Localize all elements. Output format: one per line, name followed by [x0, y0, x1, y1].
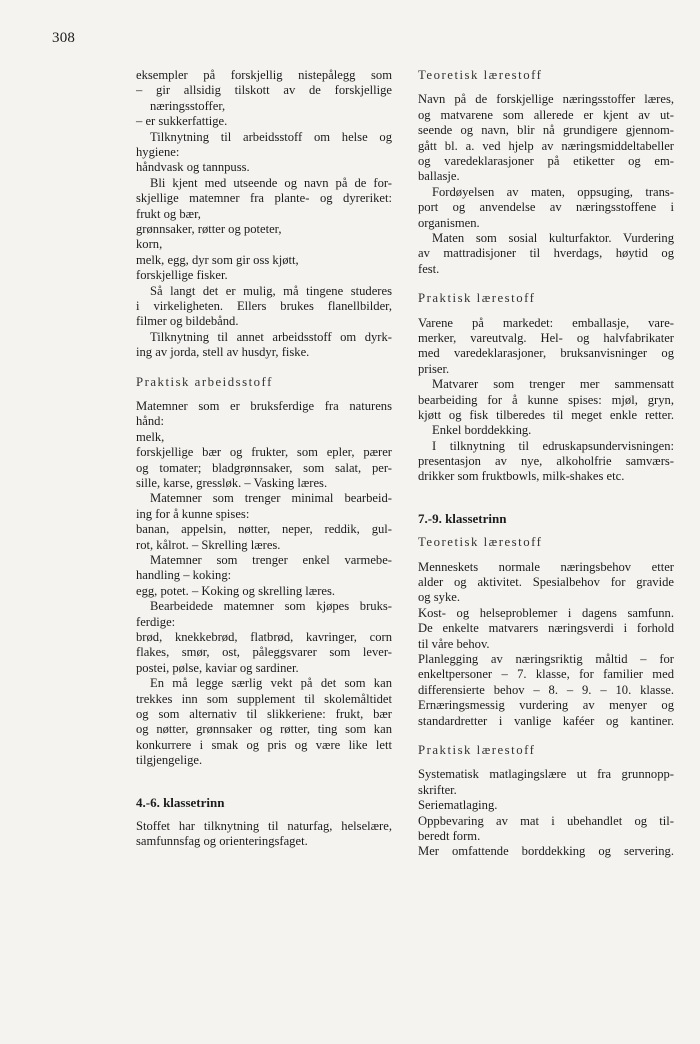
text-line: Matemner som trenger enkel varmebe-: [150, 552, 392, 567]
text-line: forskjellige fisker.: [136, 268, 228, 283]
text-line: Bearbeidede matemner som kjøpes bruks-: [150, 599, 392, 614]
section-heading: Teoretisk lærestoff: [418, 68, 543, 82]
text-line: trekkes inn som supplement til skolemåltidet: [136, 691, 392, 706]
text-line: hånd:: [136, 414, 164, 429]
text-line: forskjellige bær og frukter, som epler, pærer: [136, 445, 392, 460]
text-line: i virkeligheten. Ellers brukes flanellbilder,: [136, 299, 392, 313]
text-line: ing av jorda, stell av husdyr, fiske.: [136, 345, 310, 360]
text-line: korn,: [136, 237, 163, 252]
text-line: postei, pølse, kaviar og sardiner.: [136, 660, 299, 675]
text-line: og varedeklarasjoner på etiketter og em-: [418, 153, 674, 168]
text-line: ing for å kunne spises:: [136, 506, 250, 521]
grade-heading: 4.-6. klassetrinn: [136, 794, 225, 810]
text-line: Seriematlaging.: [418, 798, 498, 813]
text-line: grønnsaker, røtter og poteter,: [136, 221, 282, 236]
text-line: Navn på de forskjellige næringsstoffer læres,: [418, 92, 674, 107]
text-line: enkeltpersoner – 7. klasse, for familier med: [418, 667, 674, 682]
text-line: Maten som sosial kulturfaktor. Vurdering: [432, 230, 674, 245]
text-line: De enkelte matvarers næringsverdi i forhold: [418, 621, 674, 636]
text-line: I tilknytning til edruskapsundervisningen:: [432, 438, 674, 453]
text-line: Stoffet har tilknytning til naturfag, helselære,: [136, 818, 392, 833]
text-line: samfunnsfag og orienteringsfaget.: [136, 834, 308, 849]
text-line: håndvask og tannpuss.: [136, 160, 250, 175]
section-heading: Praktisk arbeidsstoff: [136, 374, 273, 389]
text-line: Matemner som trenger minimal bearbeid-: [150, 491, 392, 506]
text-line: alder og aktivitet. Spesialbehov for gravide: [418, 575, 674, 590]
text-line: og syke.: [418, 590, 460, 605]
text-line: konkurrere i smak og pris og være like lett: [136, 737, 392, 752]
text-line: Så langt det er mulig, må tingene studeres: [150, 283, 392, 298]
text-line: Matvarer som trenger mer sammensatt: [432, 377, 674, 392]
text-line: ferdige:: [136, 614, 176, 629]
text-line: Tilknytning til annet arbeidsstoff om dyrk-: [150, 329, 392, 344]
section-heading: Teoretisk lærestoff: [418, 535, 543, 550]
text-line: drikker som fruktbowls, milk-shakes etc.: [418, 469, 625, 484]
text-line: bearbeiding for å kunne spises: mjøl, gryn,: [418, 392, 674, 407]
text-line: banan, appelsin, nøtter, neper, reddik, gul-: [136, 522, 392, 537]
text-line: og tomater; bladgrønnsaker, som salat, per-: [136, 460, 392, 475]
text-line: differensierte behov – 8. – 9. – 10. klasse.: [418, 682, 674, 697]
text-line: Planlegging av næringsriktig måltid – for: [418, 652, 674, 667]
text-line: rot, kålrot. – Skrelling læres.: [136, 537, 281, 552]
text-line: næringsstoffer,: [150, 98, 226, 113]
text-line: Menneskets normale næringsbehov etter: [418, 559, 674, 574]
text-line: Fordøyelsen av maten, oppsuging, trans-: [432, 184, 674, 199]
grade-heading: 7.-9. klassetrinn: [418, 510, 507, 526]
text-line: frukt og bær,: [136, 206, 201, 221]
text-line: av mattradisjoner til hverdags, høytid og: [418, 246, 674, 261]
text-line: flakes, smør, ost, påleggsvarer som lever-: [136, 645, 392, 660]
text-line: Mer omfattende borddekking og servering.: [418, 844, 674, 859]
left-column: [136, 68, 392, 850]
text-line: melk, egg, dyr som gir oss kjøtt,: [136, 252, 299, 267]
text-line: Varene på markedet: emballasje, vare-: [418, 315, 674, 330]
text-line: Enkel borddekking.: [432, 423, 532, 438]
text-line: eksempler på forskjellig nistepålegg som: [136, 68, 392, 82]
text-line: – gir allsidig tilskott av de forskjellige: [136, 83, 392, 98]
text-line: fest.: [418, 261, 440, 276]
text-line: standardretter i vanlige kaféer og kantiner.: [418, 713, 674, 728]
text-line: – er sukkerfattige.: [136, 114, 228, 129]
text-line: merker, vareutvalg. Hel- og halvfabrikater: [418, 330, 674, 345]
text-line: skrifter.: [418, 782, 457, 797]
section-heading: Praktisk lærestoff: [418, 743, 536, 758]
text-line: beredt form.: [418, 829, 481, 844]
text-line: kjøtt og fisk tilberedes til meget enkle retter.: [418, 407, 674, 422]
text-line: port og anvendelse av næringsstoffene i: [418, 200, 674, 215]
text-line: Systematisk matlagingslære ut fra grunnopp-: [418, 767, 674, 782]
text-line: Tilknytning til arbeidsstoff om helse og: [150, 129, 392, 144]
text-line: melk,: [136, 429, 165, 444]
text-line: tilgjengelige.: [136, 753, 203, 768]
right-column: [418, 68, 674, 860]
text-line: og matvarene som allerede er kjent av ut-: [418, 107, 674, 122]
text-line: brød, knekkebrød, flatbrød, kavringer, corn: [136, 629, 392, 644]
section-heading: Praktisk lærestoff: [418, 291, 536, 306]
text-line: En må legge særlig vekt på det som kan: [150, 676, 392, 691]
text-line: sille, karse, gressløk. – Vasking læres.: [136, 475, 328, 490]
text-line: Ernæringsmessig vurdering av menyer og: [418, 698, 674, 713]
text-line: filmer og bildebånd.: [136, 314, 239, 329]
text-line: ballasje.: [418, 169, 460, 184]
text-line: skjellige matemner fra plante- og dyreriket:: [136, 191, 392, 206]
text-line: med varedeklarasjoner, bruksanvisninger og: [418, 346, 674, 361]
text-line: Bli kjent med utseende og navn på de for-: [150, 175, 392, 190]
text-line: Kost- og helseproblemer i dagens samfunn.: [418, 605, 674, 620]
text-line: handling – koking:: [136, 568, 232, 583]
text-line: Matemner som er bruksferdige fra naturens: [136, 399, 392, 413]
text-line: og som alternativ til slikkeriene: frukt, bær: [136, 706, 392, 721]
text-line: til våre behov.: [418, 636, 490, 651]
text-line: gått bl. a. ved hjelp av næringsmiddeltabeller: [418, 138, 674, 153]
page-number: 308: [52, 30, 76, 46]
text-line: og nøtter, grønnsaker og røtter, ting som kan: [136, 722, 392, 737]
text-line: organismen.: [418, 215, 480, 230]
text-line: priser.: [418, 361, 450, 376]
text-line: egg, potet. – Koking og skrelling læres.: [136, 583, 336, 598]
text-line: seende og navn, blir nå grundigere gjennom-: [418, 123, 674, 138]
text-line: Oppbevaring av mat i ubehandlet og til-: [418, 813, 674, 828]
text-line: hygiene:: [136, 144, 180, 159]
text-line: presentasjon av nye, alkoholfrie samværs-: [418, 454, 674, 469]
